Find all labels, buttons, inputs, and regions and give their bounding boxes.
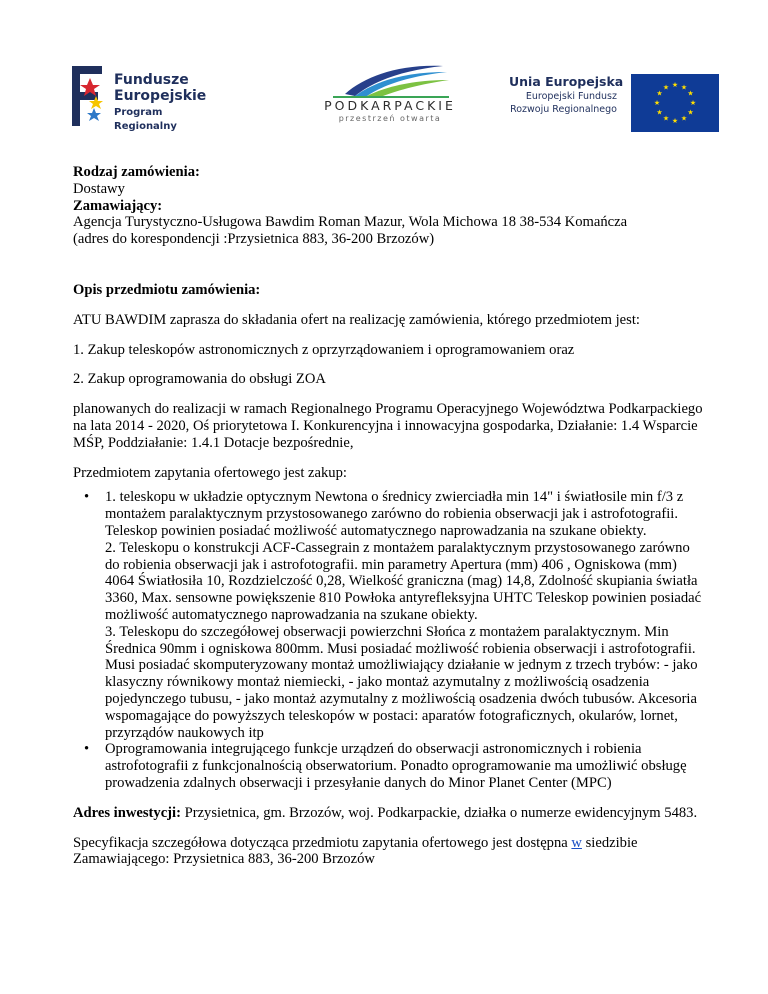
unia-europejska-logo <box>497 74 722 134</box>
list-item <box>105 489 703 741</box>
svg-text:★: ★ <box>687 108 694 117</box>
description-heading: Opis przedmiotu zamówienia: <box>73 281 261 298</box>
svg-text:★: ★ <box>662 114 670 123</box>
description-item1: 1. Zakup teleskopów astronomicznych z oprzyrządowaniem i oprogramowaniem oraz <box>73 341 575 358</box>
svg-text:★: ★ <box>680 83 688 92</box>
svg-text:★: ★ <box>671 117 679 125</box>
specs-list <box>73 489 703 791</box>
description-intro: ATU BAWDIM zaprasza do składania ofert na realizację zamówienia, którego przedmiotem jest: <box>73 311 640 328</box>
spec-telescope-newton: • 1. teleskopu w układzie optycznym Newtona o średnicy zwierciadła min 14" i światłosile min f/3 z montażem paralaktycznym przystosowanego zarówno do robienia obserwacji jak i astrofotografii. Teleskop powinien posiadać możliwość automatycznego naprowadzania na szukane obiekty. <box>105 489 684 539</box>
eu-flag-icon <box>631 74 719 132</box>
eu-title: Unia Europejska <box>509 74 624 89</box>
client-correspondence: (adres do korespondencji :Przysietnica 883, 36-200 Brzozów) <box>73 231 435 248</box>
svg-text:★: ★ <box>680 114 688 123</box>
fundusze-europejskie-logo <box>72 66 222 132</box>
client-label: Zamawiający: <box>73 197 163 214</box>
svg-text:★: ★ <box>687 89 694 98</box>
specification-after: siedzibie Zamawiającego: Przysietnica 883, 36-200 Brzozów <box>73 834 638 868</box>
spec-software: • Oprogramowania integrującego funkcje urządzeń do obserwacji astronomicznych i robienia astrofotografii z funkcjonalnością obserwatorium. Ponadto oprogramowanie ma umożliwić obsługę prowadzenia zdalnych obserwacji i przesyłanie danych do Minor Planet Center (MPC) <box>105 741 687 791</box>
order-type-value: Dostawy <box>73 180 125 197</box>
svg-text:★: ★ <box>653 99 661 107</box>
client-address: Agencja Turystyczno-Usługowa Bawdim Roman Mazur, Wola Michowa 18 38-534 Komańcza <box>73 214 628 231</box>
fe-line1: Fundusze <box>114 72 189 88</box>
svg-text:★: ★ <box>689 99 697 107</box>
eu-sub1: Europejski Fundusz <box>525 91 617 102</box>
specification-note <box>73 835 703 869</box>
svg-text:★: ★ <box>662 83 670 92</box>
podkarpackie-logo <box>305 62 475 132</box>
svg-text:★: ★ <box>671 81 679 89</box>
svg-text:★: ★ <box>656 108 663 117</box>
list-item <box>105 741 703 791</box>
fe-flag-icon <box>72 66 110 126</box>
fe-line3: Program Regionalny <box>114 107 177 132</box>
podkarpackie-swoosh-icon <box>325 62 455 98</box>
eu-sub2: Rozwoju Regionalnego <box>510 104 617 115</box>
document-body <box>73 164 703 868</box>
logo-bar <box>0 0 768 150</box>
specification-link[interactable]: w <box>571 834 582 851</box>
description-item2: 2. Zakup oprogramowania do obsługi ZOA <box>73 371 326 388</box>
fe-line2: Europejskie <box>114 88 207 104</box>
svg-text:★: ★ <box>656 89 663 98</box>
specification-before: Specyfikacja szczegółowa dotycząca przedmiotu zapytania ofertowego jest dostępna <box>73 834 572 851</box>
description-program: planowanych do realizacji w ramach Regionalnego Programu Operacyjnego Województwa Podkarpackiego na lata 2014 - 2020, Oś priorytetowa I. Konkurencyjna i innowacyjna gospodarka, Działanie: 1.4 Wsparcie MŚP, Poddziałanie: 1.4.1 Dotacje bezpośrednie, <box>73 401 703 451</box>
description-subject-intro: Przedmiotem zapytania ofertowego jest zakup: <box>73 464 347 481</box>
spec-telescope-acf: 2. Teleskopu o konstrukcji ACF-Cassegrain z montażem paralaktycznym przystosowanego zarówno do robienia obserwacji jak i astrofotografii. min parametry Apertura (mm) 406 , Ogniskowa (mm) 4064 Światłosiła 10, Rozdzielczość 0,28, Wielkość graniczna (mag) 14,8, Zdolność skupiania światła 3360, Max. sensowne powiększenie 810 Powłoka antyrefleksyjna UHTC Teleskop powinien posiadać możliwość automatycznego naprowadzania na szukane obiekty. <box>105 539 702 623</box>
investment-value: Przysietnica, gm. Brzozów, woj. Podkarpackie, działka o numerze ewidencyjnym 5483. <box>180 804 698 821</box>
podkarpackie-tagline: przestrzeń otwarta <box>338 114 442 123</box>
podkarpackie-name: PODKARPACKIE <box>324 98 456 113</box>
investment-label: Adres inwestycji: <box>73 804 181 821</box>
investment-address <box>73 805 703 822</box>
order-type-label: Rodzaj zamówienia: <box>73 164 200 180</box>
spec-telescope-solar: 3. Teleskopu do szczegółowej obserwacji powierzchni Słońca z montażem paralaktycznym. Min Średnica 90mm i ogniskowa 800mm. Musi posiadać możliwość robienia obserwacji i astrofotografii. Musi posiadać skomputeryzowany montaż umożliwiający działanie w jednym z trzech trybów: - jako klasyczny równikowy montaż niemiecki, - jako montaż azymutalny z możliwością osadzenia pojedynczego tubusu, - jako montaż azymutalny z możliwością osadzenia dwóch tubusów. Akcesoria wspomagające do powyższych teleskopów w postaci: aparatów fotograficznych, okularów, lornet, przyrządów naukowych itp <box>105 623 698 741</box>
